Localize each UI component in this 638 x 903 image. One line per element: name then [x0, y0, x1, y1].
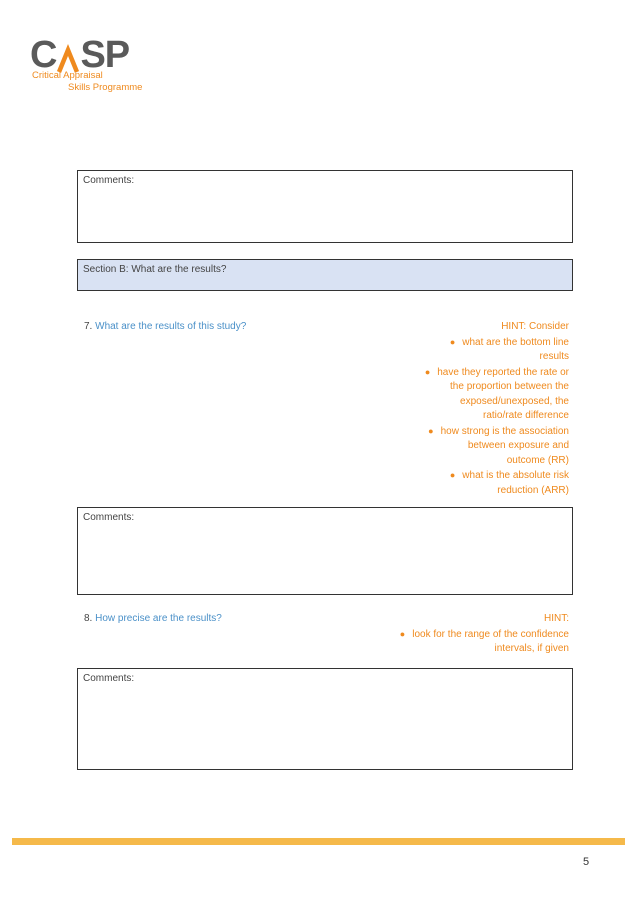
- question-8-number: 8.: [84, 613, 93, 624]
- logo-letter-c: C: [30, 34, 57, 76]
- hint-line: intervals, if given: [494, 643, 569, 654]
- hint-line: between exposure and: [467, 440, 569, 451]
- hint-list: [339, 627, 569, 657]
- logo-letters-sp: SP: [80, 34, 130, 76]
- hint-item: [369, 335, 569, 365]
- hint-line: look for the range of the confidence: [412, 628, 569, 640]
- hint-item: [369, 468, 569, 498]
- hint-line: how strong is the association: [440, 425, 569, 437]
- comments-box-3[interactable]: [77, 668, 573, 770]
- footer-bar: [12, 838, 625, 845]
- bullet-icon: ●: [449, 470, 456, 480]
- comments-box-2[interactable]: [77, 507, 573, 595]
- question-7: [84, 321, 246, 332]
- casp-logo: [30, 36, 170, 96]
- comments-label: Comments:: [83, 673, 135, 684]
- hint-line: ratio/rate difference: [483, 410, 569, 421]
- hint-line: what is the absolute risk: [462, 470, 569, 481]
- logo-subtitle-line1: Critical Appraisal: [32, 70, 103, 81]
- hint-title: HINT: Consider: [501, 321, 569, 332]
- hint-line: exposed/unexposed, the: [460, 395, 569, 407]
- question-8: [84, 613, 222, 624]
- comments-label: Comments:: [83, 175, 135, 186]
- question-7-text: What are the results of this study?: [95, 321, 247, 332]
- section-b-header: [77, 259, 573, 291]
- comments-label: Comments:: [83, 512, 135, 523]
- bullet-icon: ●: [449, 336, 456, 347]
- hint-line: reduction (ARR): [497, 484, 569, 496]
- hint-item: [339, 627, 569, 657]
- section-b-title: Section B: What are the results?: [83, 264, 227, 275]
- bullet-icon: ●: [399, 628, 406, 639]
- comments-box-1[interactable]: [77, 170, 573, 243]
- hint-line: have they reported the rate or: [437, 366, 569, 378]
- hint-list: [369, 335, 569, 499]
- hint-title: HINT:: [544, 613, 569, 624]
- page-number: 5: [583, 856, 590, 868]
- bullet-icon: ●: [424, 366, 431, 377]
- logo-subtitle-line2: Skills Programme: [68, 82, 143, 93]
- hint-line: results: [539, 351, 569, 362]
- question-8-text: How precise are the results?: [95, 613, 222, 624]
- question-8-hint: [339, 612, 569, 657]
- hint-line: what are the bottom line: [462, 336, 569, 348]
- bullet-icon: ●: [428, 425, 434, 436]
- question-7-number: 7.: [84, 321, 93, 332]
- hint-line: the proportion between the: [450, 381, 569, 392]
- question-7-hint: [369, 320, 569, 498]
- hint-line: outcome (RR): [506, 454, 569, 466]
- hint-item: [369, 365, 569, 424]
- logo-wordmark: [30, 36, 129, 74]
- hint-item: [369, 424, 569, 469]
